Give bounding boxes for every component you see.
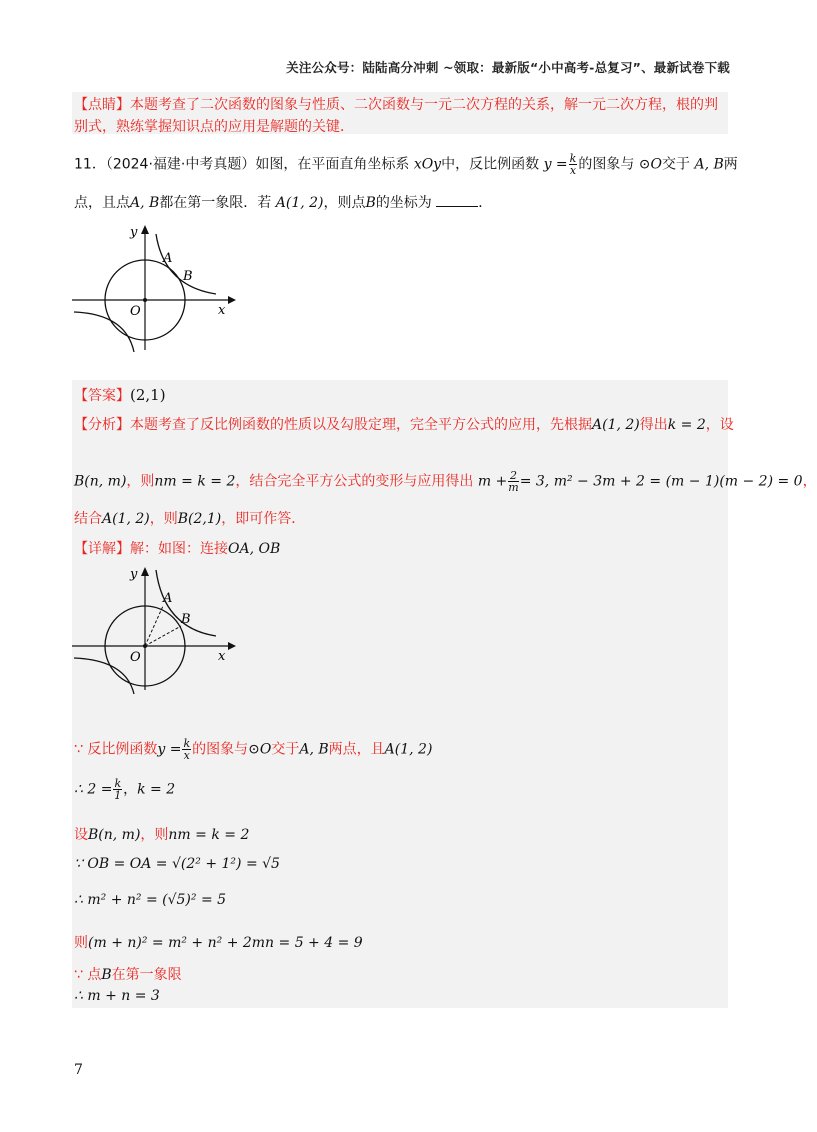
x-arrow-icon [228, 642, 236, 650]
y-arrow-icon [141, 225, 149, 234]
figure-1 [68, 222, 238, 354]
answer-blank[interactable] [436, 194, 478, 207]
origin-point [143, 298, 147, 302]
label-y: y [130, 567, 138, 582]
x-arrow-icon [228, 296, 236, 304]
origin-point [143, 644, 147, 648]
label-x: x [218, 649, 226, 664]
hyperbola-branch-2 [74, 312, 134, 352]
tip-line-2: 别式，熟练掌握知识点的应用是解题的关键． [74, 119, 354, 135]
answer-line: 【答案】(2,1) [74, 386, 166, 404]
figure-2 [68, 562, 238, 694]
detail-step-5: ∴ m² + n² = (√5)² = 5 [74, 892, 227, 908]
detail-step-6: 则(m + n)² = m² + n² + 2mn = 5 + 4 = 9 [74, 935, 363, 951]
detail-step-4: ∵ OB = OA = √(2² + 1²) = √5 [74, 856, 280, 872]
detail-step-3: 设B(n, m)，则nm = k = 2 [74, 827, 250, 843]
question-line-1: 11．（2024·福建·中考真题）如图，在平面直角坐标系 xOy中，反比例函数 y = $\frac{k}{x}$ 的图象与 ⊙O交于 A, B两 [74, 152, 738, 177]
label-a: A [163, 251, 173, 266]
segment-ob [145, 626, 181, 646]
label-o: O [130, 650, 141, 665]
detail-step-1: ∵ 反比例函数y = $\frac{k}{x}$ 的图象与⊙O交于A, B两点，且A(1, 2) [74, 737, 433, 762]
label-y: y [130, 225, 138, 240]
question-line-2: 点，且点A, B都在第一象限．若 A(1, 2)，则点B的坐标为 ． [74, 195, 493, 211]
analysis-line-1: 【分析】本题考查了反比例函数的性质以及勾股定理，完全平方公式的应用，先根据A(1, 2)得出k = 2，设 [74, 417, 734, 433]
label-x: x [218, 303, 226, 318]
analysis-line-2: B(n, m)，则nm = k = 2，结合完全平方公式的变形与应用得出 m + $\frac{2}{m}$ = 3, m² − 3m + 2 = (m − 1)(m − 2) = 0， [74, 469, 817, 494]
detail-step-8: ∴ m + n = 3 [74, 988, 160, 1004]
segment-oa [145, 606, 163, 646]
detail-step-2: ∴ 2 = $\frac{k}{1}$ ，k = 2 [74, 777, 176, 802]
tip-line-1: 【点睛】本题考查了二次函数的图象与性质、二次函数与一元二次方程的关系，解一元二次方程，根的判 [74, 97, 718, 113]
detail-step-7: ∵ 点B在第一象限 [74, 967, 182, 983]
hyperbola-branch-2 [74, 658, 134, 694]
y-arrow-icon [141, 567, 149, 576]
label-b: B [181, 612, 191, 627]
label-b: B [183, 269, 193, 284]
page-number: 7 [74, 1062, 83, 1078]
detail-label: 【详解】解：如图：连接OA, OB [74, 541, 281, 557]
label-o: O [130, 304, 141, 319]
label-a: A [163, 591, 173, 606]
page-header: 关注公众号：陆陆高分冲刺 ~领取：最新版“小中高考-总复习”、最新试卷下载 [286, 60, 730, 75]
analysis-line-3: 结合A(1, 2)，则B(2,1)，即可作答． [74, 511, 306, 527]
